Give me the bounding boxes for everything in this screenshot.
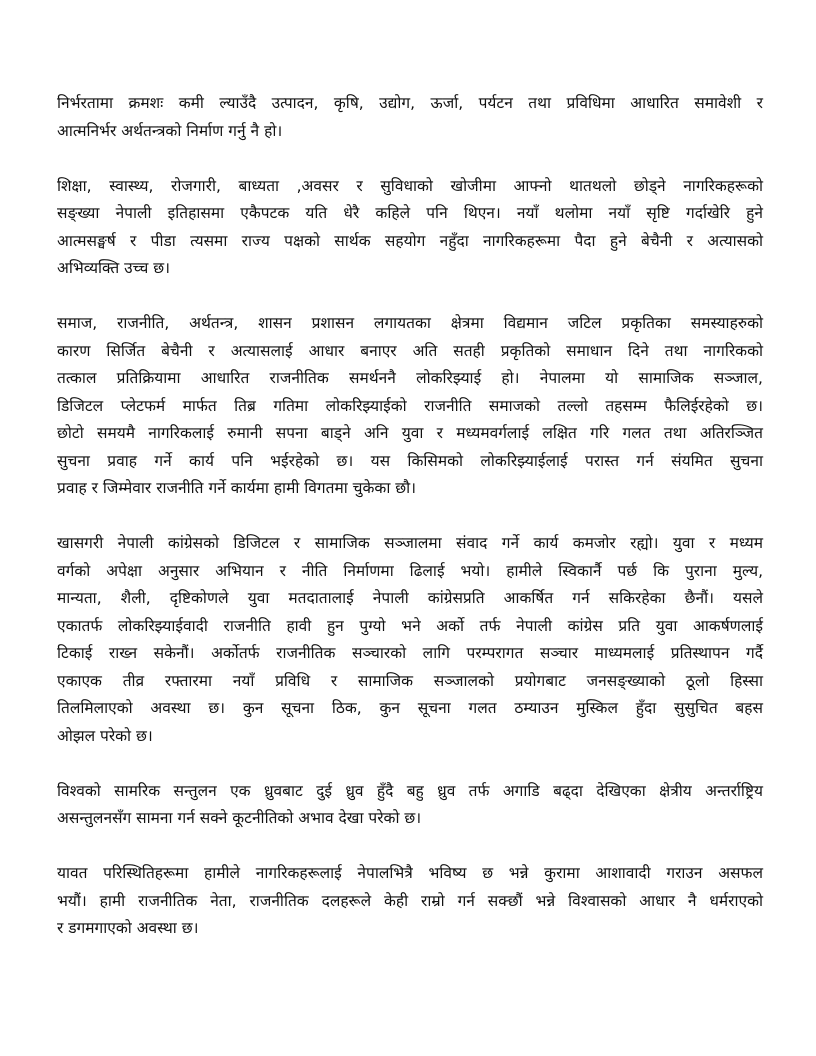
- text-line: विश्वको सामरिक सन्तुलन एक ध्रुवबाट दुई ध्रुव हुँदै बहु ध्रुव तर्फ अगाडि बढ्दा देखिएका क्षेत्रीय अन्तर्राष्ट्रिय: [57, 781, 763, 800]
- text-line: ओझल परेको छ।: [57, 726, 153, 745]
- text-line: शिक्षा, स्वास्थ्य, रोजगारी, बाध्यता ,अवसर र सुविधाको खोजीमा आफ्नो थातथलो छोड्ने नागरिकहरूको: [57, 176, 763, 195]
- text-line: र डगमगाएको अवस्था छ।: [57, 919, 199, 937]
- text-line: समाज, राजनीति, अर्थतन्त्र, शासन प्रशासन लगायतका क्षेत्रमा विद्यमान जटिल प्रकृतिका समस्याहरुको: [57, 314, 763, 332]
- text-line: आत्मनिर्भर अर्थतन्त्रको निर्माण गर्नु नै हो।: [57, 121, 283, 140]
- text-line: प्रवाह र जिम्मेवार राजनीति गर्ने कार्यमा हामी विगतमा चुकेका छौ।: [57, 479, 417, 497]
- text-line: डिजिटल प्लेटफर्म मार्फत तिब्र गतिमा लोकरिझ्याईको राजनीति समाजको तल्लो तहसम्म फैलिईरहेको छ।: [57, 396, 763, 415]
- text-line: एकाएक तीव्र रफ्तारमा नयाँ प्रविधि र सामाजिक सञ्जालको प्रयोगबाट जनसङ्ख्याको ठूलो हिस्सा: [57, 671, 763, 690]
- paragraph: [57, 173, 763, 283]
- text-line: छोटो समयमै नागरिकलाई रुमानी सपना बाड्ने अनि युवा र मध्यमवर्गलाई लक्षित गरि गलत तथा अतिरञ्जित: [57, 424, 763, 442]
- text-line: यावत परिस्थितिहरूमा हामीले नागरिकहरूलाई नेपालभित्रै भविष्य छ भन्ने कुरामा आशावादी गराउन असफल: [57, 864, 763, 882]
- paragraph: [57, 860, 763, 943]
- text-line: तिलमिलाएको अवस्था छ। कुन सूचना ठिक, कुन सूचना गलत ठम्याउन मुस्किल हुँदा सुसुचित बहस: [57, 699, 763, 717]
- paragraph: [57, 90, 763, 145]
- paragraph: [57, 530, 763, 750]
- text-line: निर्भरतामा क्रमशः कमी ल्याउँदै उत्पादन, कृषि, उद्योग, ऊर्जा, पर्यटन तथा प्रविधिमा आधारित समावेशी र: [57, 94, 763, 112]
- text-line: टिकाई राख्न सकेनौं। अर्कोतर्फ राजनीतिक सञ्चारको लागि परम्परागत सञ्चार माध्यमलाई प्रतिस्थापन गर्दै: [57, 644, 763, 662]
- text-line: असन्तुलनसँग सामना गर्न सक्ने कूटनीतिको अभाव देखा परेको छ।: [57, 809, 422, 827]
- document-page: [57, 90, 763, 970]
- text-line: सङ्ख्या नेपाली इतिहासमा एकैपटक यति धेरै कहिले पनि थिएन। नयाँ थलोमा नयाँ सृष्टि गर्दाखेरि हुने: [57, 204, 763, 222]
- text-line: एकातर्फ लोकरिझ्याईवादी राजनीति हावी हुन पुग्यो भने अर्को तर्फ नेपाली कांग्रेस प्रति युवा आकर्षणलाई: [57, 616, 763, 635]
- text-line: भयौं। हामी राजनीतिक नेता, राजनीतिक दलहरूले केही राम्रो गर्न सक्छौं भन्ने विश्वासको आधार नै धर्मराएको: [57, 891, 763, 910]
- text-line: वर्गको अपेक्षा अनुसार अभियान र नीति निर्माणमा ढिलाई भयो। हामीले स्विकार्नै पर्छ कि पुराना मुल्य,: [57, 561, 763, 580]
- paragraph: [57, 778, 763, 833]
- text-line: अभिव्यक्ति उच्च छ।: [57, 259, 170, 277]
- text-line: सुचना प्रवाह गर्ने कार्य पनि भईरहेको छ। यस किसिमको लोकरिझ्याईलाई परास्त गर्न संयमित सुचना: [57, 451, 763, 470]
- text-line: आत्मसङ्घर्ष र पीडा त्यसमा राज्य पक्षको सार्थक सहयोग नहुँदा नागरिकहरूमा पैदा हुने बेचैनी र अत्यासको: [57, 231, 763, 250]
- text-line: खासगरी नेपाली कांग्रेसको डिजिटल र सामाजिक सञ्जालमा संवाद गर्ने कार्य कमजोर रह्यो। युवा र मध्यम: [57, 534, 763, 552]
- text-line: मान्यता, शैली, दृष्टिकोणले युवा मतदातालाई नेपाली कांग्रेसप्रति आकर्षित गर्न सकिरहेका छैनौं। यसले: [57, 589, 763, 607]
- text-line: कारण सिर्जित बेचैनी र अत्यासलाई आधार बनाएर अति सतही प्रकृतिको समाधान दिने तथा नागरिकको: [57, 341, 763, 360]
- text-line: तत्काल प्रतिक्रियामा आधारित राजनीतिक समर्थननै लोकरिझ्याई हो। नेपालमा यो सामाजिक सञ्जाल,: [57, 369, 763, 387]
- paragraph: [57, 310, 763, 503]
